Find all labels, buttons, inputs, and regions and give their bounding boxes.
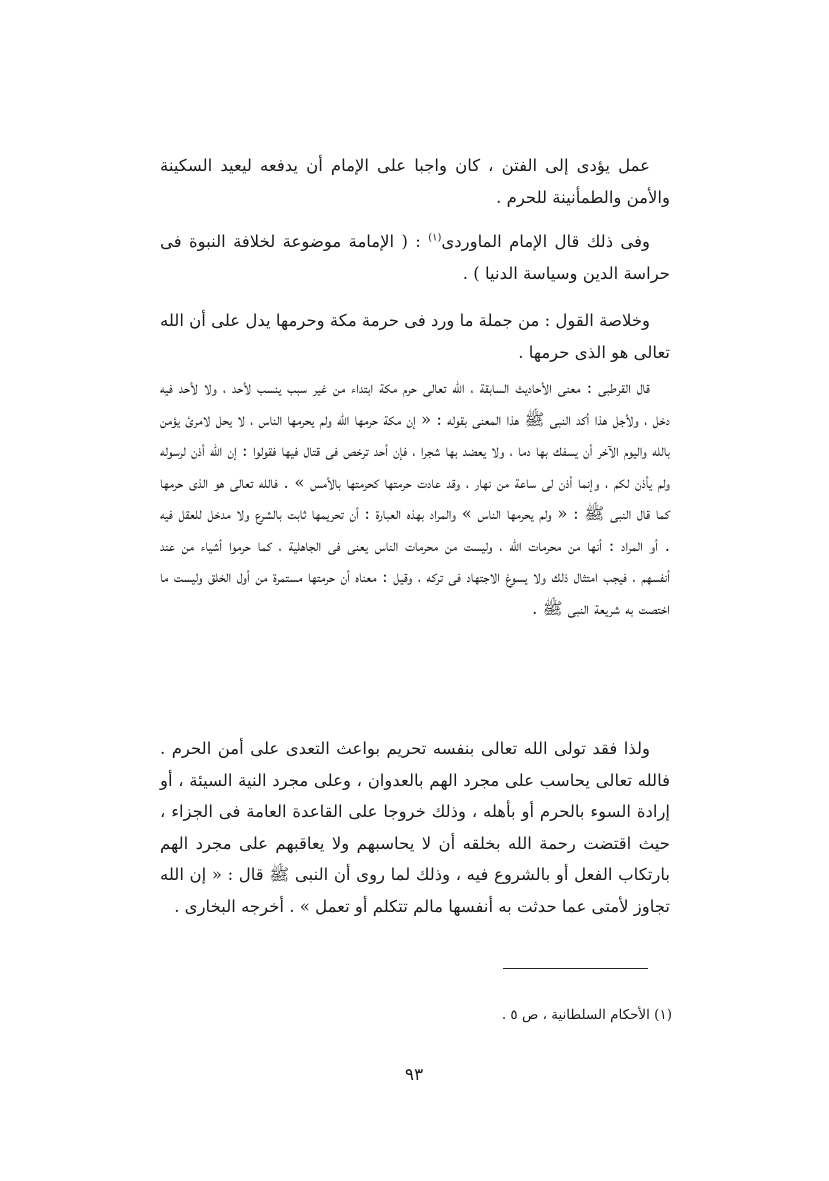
footnote-marker: (١)	[428, 232, 442, 244]
paragraph-5	[160, 733, 670, 922]
page-number: ٩٣	[404, 1065, 424, 1085]
paragraph-2	[160, 226, 670, 289]
paragraph-5-text: ولذا فقد تولى الله تعالى بنفسه تحريم بواعث التعدى على أمن الحرم . فالله تعالى يحاسب على مجرد الهم بالعدوان ، وعلى مجرد النية السيئة ، أو إرادة السوء بالحرم أو بأهله ، وذلك خروجا على القاعدة العامة فى الجزاء ، حيث اقتضت رحمة الله بخلقه أن لا يحاسبهم ولا يعاقبهم على مجرد الهم بارتكاب الفعل أو بالشروع فيه ، وذلك لما روى أن النبى ﷺ قال : « إن الله تجاوز لأمتى عما حدثت به أنفسها مالم تتكلم أو تعمل » . أخرجه البخارى .	[160, 739, 670, 916]
footnote: (١) الأحكام السلطانية ، ص ٥ .	[501, 1007, 672, 1023]
paragraph-1	[160, 150, 670, 213]
paragraph-4	[160, 372, 670, 624]
paragraph-1-text: عمل يؤدى إلى الفتن ، كان واجبا على الإمام أن يدفعه ليعيد السكينة والأمن والطمأنينة للحرم .	[160, 156, 670, 207]
paragraph-3	[160, 305, 670, 368]
paragraph-3-text: وخلاصة القول : من جملة ما ورد فى حرمة مكة وحرمها يدل على أن الله تعالى هو الذى حرمها .	[159, 311, 670, 362]
paragraph-2-lead: وفى ذلك قال الإمام الماوردى	[441, 232, 650, 251]
footnote-divider	[503, 968, 648, 969]
paragraph-4-text: قال القرطبى : معنى الأحاديث السابقة ، الله تعالى حرم مكة ابتداء من غير سبب ينسب لأحد ، ولا لأحد فيه دخل ، ولأجل هذا أكد النبى ﷺ هذا المعنى بقوله : « إن مكة حرمها الله ولم يحرمها الناس ، لا يحل لامرئ يؤمن بالله واليوم الآخر أن يسفك بها دما ، ولا يعضد بها شجرا ، فإن أحد ترخص فى قتال فيها فقولوا : إن الله أذن لرسوله ولم يأذن لكم ، وإنما أذن لى ساعة من نهار ، وقد عادت حرمتها كحرمتها بالأمس » . فالله تعالى هو الذى حرمها كما قال النبى ﷺ : « ولم يحرمها الناس » والمراد بهذه العبارة : أن تحريمها ثابت بالشرع ولا مدخل للعقل فيه . أو المراد : أنها من محرمات الله ، وليست من محرمات الناس يعنى فى الجاهلية ، كما حرموا أشياء من عند أنفسهم ، فيجب امتثال ذلك ولا يسوغ الاجتهاد فى تركه ، وقيل : معناه أن حرمتها مستمرة من أول الخلق وليست ما اختصت به شريعة النبى ﷺ .	[160, 378, 670, 618]
paragraph-2-quote: : ( الإمامة موضوعة لخلافة النبوة فى حراسة الدين وسياسة الدنيا ) .	[160, 232, 670, 283]
paragraph-2-text	[160, 226, 670, 289]
